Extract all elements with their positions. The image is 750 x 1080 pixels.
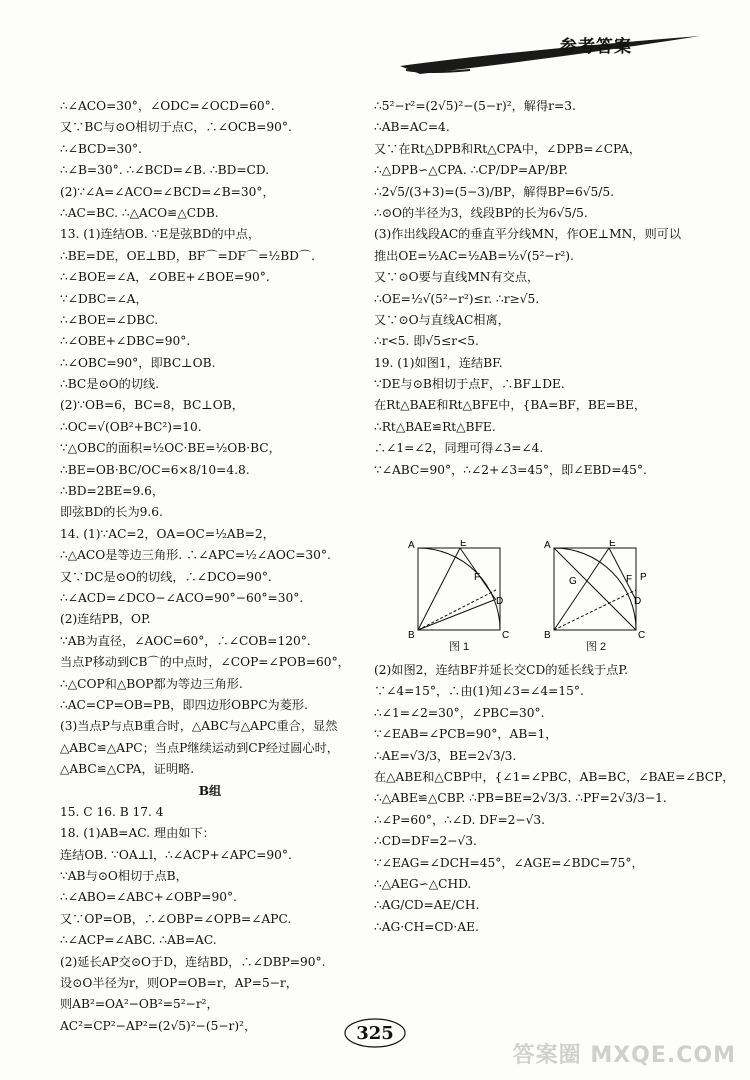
text-line: 15. C 16. B 17. 4 [60,804,164,819]
text-line: △ABC≌△CPA，证明略. [60,762,195,777]
text-line: 又∵BC与⊙O相切于点C，∴∠OCB=90°. [60,120,292,135]
right-column [374,96,704,481]
text-line: 又∵⊙O要与直线MN有交点， [374,270,540,285]
fig2-point-C: C [638,630,646,641]
text-line: ∴∠BOE=∠A，∠OBE+∠BOE=90°. [60,270,270,285]
text-line: ∴BE=OB·BC/OC=6×8/10=4.8. [60,462,250,477]
text-line: ∴∠OBE+∠DBC=90°. [60,334,191,349]
text-line: ∵∠DBC=∠A， [60,291,148,306]
text-line: ∴△ACO是等边三角形. ∴∠APC=½∠AOC=30°. [60,548,331,563]
text-line: ∵AB为直径，∠AOC=60°，∴∠COB=120°. [60,633,311,648]
fig1-point-F: F [474,572,481,583]
text-line: ∴△COP和△BOP都为等边三角形. [60,676,243,691]
left-column [60,96,360,1037]
text-line: ∴∠ACD=∠DCO−∠ACO=90°−60°=30°. [60,590,304,605]
text-line: 在Rt△BAE和Rt△BFE中，{BA=BF，BE=BE， [374,398,647,413]
right-column-lower [374,660,735,938]
text-line: ∴△DPB∽△CPA. ∴CP/DP=AP/BP. [374,163,568,178]
fig2-point-B: B [544,630,551,641]
text-line: AC²=CP²−AP²=(2√5)²−(5−r)²， [60,1018,257,1033]
text-line: ∵AB与⊙O相切于点B， [60,869,188,884]
text-line: ∴△AEG∽△CHD. [374,876,472,891]
text-line: ∴∠B=30°. ∴∠BCD=∠B. ∴BD=CD. [60,163,270,178]
text-line: ∴∠OBC=90°，即BC⊥OB. [60,355,216,370]
figure-1 [418,548,500,630]
figure-1-label: 图 1 [449,641,470,653]
text-line: 14. (1)∵AC=2，OA=OC=½AB=2， [60,526,275,541]
text-line: 即弦BD的长为9.6. [60,505,163,520]
text-line: ∵∠4=15°，∴由(1)知∠3=∠4=15°. [374,684,584,699]
text-line: ∵∠ABC=90°，∴∠2+∠3=45°，即∠EBD=45°. [374,462,647,477]
fig2-point-E: E [609,540,616,549]
text-line: ∴BD=2BE=9.6， [60,484,165,499]
text-line: 19. (1)如图1，连结BF. [374,355,503,370]
text-line: ∴△ABE≌△CBP. ∴PB=BE=2√3/3. ∴PF=2√3/3−1. [374,791,667,806]
text-line: ∴CD=DF=2−√3. [374,834,477,849]
text-line: 则AB²=OA²−OB²=5²−r²， [60,997,219,1012]
fig2-point-P: P [640,572,647,583]
text-line: ∴∠ABO=∠ABC+∠OBP=90°. [60,890,237,905]
text-line: ∴r<5. 即√5≤r<5. [374,334,479,349]
text-line: 连结OB. ∵OA⊥l，∴∠ACP+∠APC=90°. [60,847,292,862]
page-header [0,30,750,90]
text-line: B组 [198,783,222,798]
text-line: ∴2√5/(3+3)=(5−3)/BP，解得BP=6√5/5. [374,184,615,199]
text-line: ∴∠1=∠2，同理可得∠3=∠4. [374,441,544,456]
text-line: ∴BC是⊙O的切线. [60,377,160,392]
figure-1-and-2 [404,540,704,650]
text-line: ∴OC=√(OB²+BC²)=10. [60,419,202,434]
text-line: ∴∠ACP=∠ABC. ∴AB=AC. [60,933,217,948]
text-line: ∴∠1=∠2=30°，∠PBC=30°. [374,705,545,720]
text-line: 在△ABE和△CBP中，{∠1=∠PBC，AB=BC，∠BAE=∠BCP， [374,769,735,784]
text-line: ∴AB=AC=4. [374,120,450,135]
text-line: ∴AG·CH=CD·AE. [374,919,479,934]
watermark: 答案圈 MXQE.COM [512,1043,736,1068]
text-line: 又∵在Rt△DPB和Rt△CPA中，∠DPB=∠CPA， [374,141,642,156]
text-line: ∵∠EAG=∠DCH=45°，∠AGE=∠BDC=75°， [374,855,644,870]
text-line: ∴∠P=60°，∴∠D. DF=2−√3. [374,812,546,827]
text-line: ∴AC=CP=OB=PB，即四边形OBPC为菱形. [60,697,308,712]
fig1-point-B: B [408,630,415,641]
text-line: ∵△OBC的面积=½OC·BE=½OB·BC， [60,441,281,456]
text-line: ∵∠EAB=∠PCB=90°，AB=1， [374,727,558,742]
text-line: 推出OE=½AC=½AB=½√(5²−r²). [374,248,574,263]
figure-2-label: 图 2 [586,641,607,653]
text-line: 又∵DC是⊙O的切线，∴∠DCO=90°. [60,569,272,584]
page-number: 325 [335,1015,415,1051]
text-line: (2)延长AP交⊙O于D，连结BD，∴∠DBP=90°. [60,954,326,969]
figure-2 [554,548,636,630]
fig1-point-C: C [502,630,510,641]
text-line: (3)作出线段AC的垂直平分线MN，作OE⊥MN，则可以 [374,227,682,242]
fig1-point-A: A [408,540,415,551]
text-line: ∴Rt△BAE≌Rt△BFE. [374,419,496,434]
fig2-point-D: D [634,596,642,607]
text-line: ∴⊙O的半径为3，线段BP的长为6√5/5. [374,205,588,220]
text-line: ∴5²−r²=(2√5)²−(5−r)²，解得r=3. [374,99,576,113]
page-title: 参考答案 [560,37,632,57]
text-line: △ABC≌△APC；当点P继续运动到CP经过圆心时， [60,740,339,755]
text-line: (3)当点P与点B重合时，△ABC与△APC重合，显然 [60,719,338,734]
text-line: ∴BE=DE，OE⊥BD，BF⌒=DF⌒=½BD⌒. [60,248,315,263]
text-line: 设⊙O半径为r，则OP=OB=r，AP=5−r， [60,976,298,991]
text-line: (2)连结PB，OP. [60,612,151,627]
fig2-point-G: G [569,576,577,587]
text-line: (2)如图2，连结BF并延长交CD的延长线于点P. [374,663,628,677]
text-line: ∴OE=½√(5²−r²)≤r. ∴r≥√5. [374,291,540,306]
geometry-figures [404,540,704,653]
text-line: (2)∵OB=6，BC=8，BC⊥OB， [60,398,244,413]
text-line: ∵DE与⊙B相切于点F，∴BF⊥DE. [374,377,565,392]
text-line: ∴∠ACO=30°，∠ODC=∠OCD=60°. [60,99,275,113]
text-line: (2)∵∠A=∠ACO=∠BCD=∠B=30°， [60,184,275,199]
text-line: ∴AG/CD=AE/CH. [374,898,480,913]
fig1-point-D: D [496,596,504,607]
text-line: 18. (1)AB=AC. 理由如下： [60,826,215,841]
header-swoosh [0,30,750,90]
fig1-point-E: E [460,540,467,549]
text-line: ∴AC=BC. ∴△ACO≌△CDB. [60,205,219,220]
text-line: 又∵⊙O与直线AC相离， [374,312,510,327]
text-line: 又∵OP=OB，∴∠OBP=∠OPB=∠APC. [60,911,292,926]
text-line: ∴AE=√3/3，BE=2√3/3. [374,748,517,763]
fig2-point-A: A [544,540,551,551]
fig2-point-F: F [626,574,633,585]
text-line: 当点P移动到CB⌒的中点时，∠COP=∠POB=60°， [60,655,350,670]
text-line: ∴∠BOE=∠DBC. [60,312,159,327]
text-line: 13. (1)连结OB. ∵E是弦BD的中点， [60,227,261,242]
text-line: ∴∠BCD=30°. [60,141,142,156]
